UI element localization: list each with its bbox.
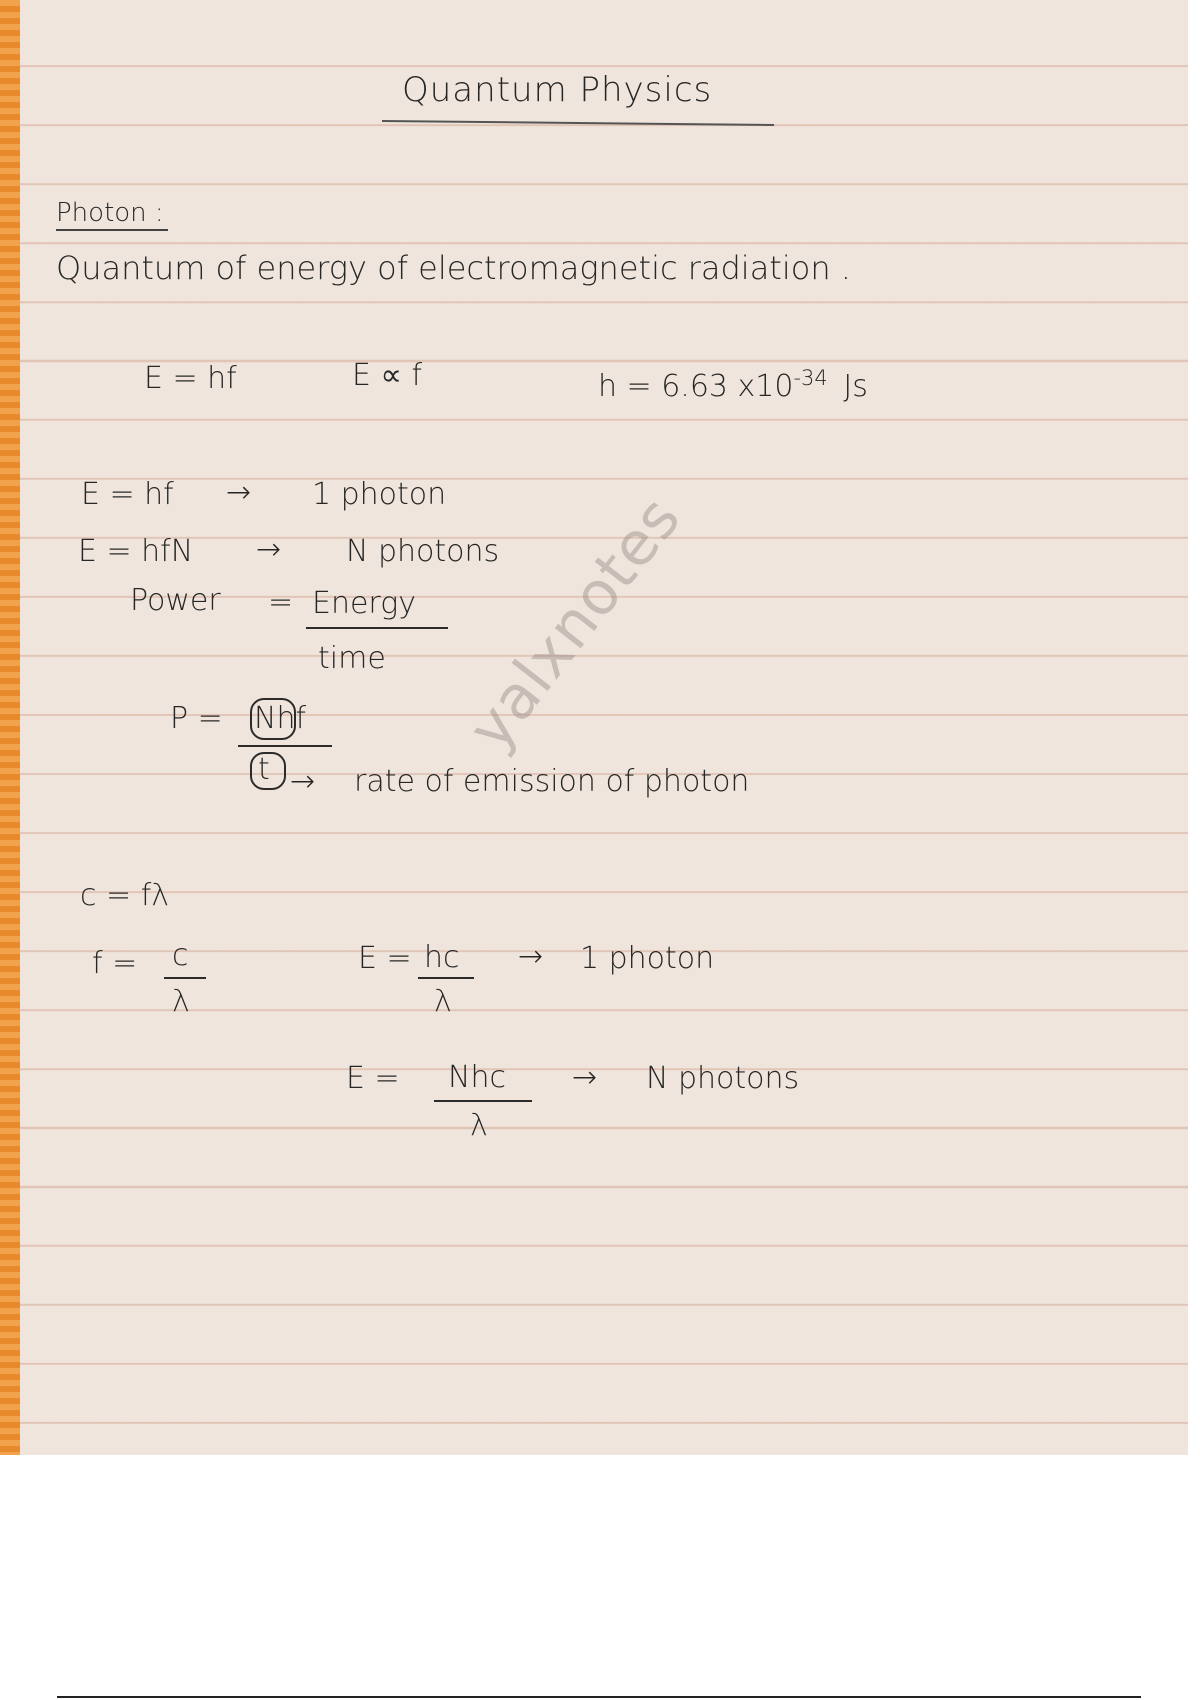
watermark: yalxnotes	[455, 483, 695, 764]
p-formula-lhs: P =	[170, 701, 223, 736]
arrow-icon: →	[518, 939, 544, 974]
energy-one-lhs: E =	[358, 941, 412, 976]
heading-underline	[56, 229, 168, 231]
energy-n-denominator: λ	[470, 1108, 488, 1143]
section-heading: Photon :	[56, 198, 164, 228]
energy-n-label: N photons	[646, 1061, 800, 1096]
power-numerator: Energy	[312, 586, 416, 621]
arrow-icon: →	[572, 1060, 598, 1095]
energy-n-numerator: Nhc	[448, 1060, 506, 1095]
fraction-bar	[434, 1100, 532, 1102]
power-denominator: time	[318, 641, 386, 676]
fraction-bar	[306, 627, 448, 629]
photon-definition: Quantum of energy of electromagnetic radiation .	[56, 249, 851, 287]
arrow-icon: →	[256, 532, 282, 567]
fraction-bar	[418, 977, 474, 979]
p-formula-denominator: t	[258, 752, 270, 787]
page-margin-border	[0, 0, 20, 1455]
energy-one-denominator: λ	[434, 984, 452, 1019]
energy-one-label: 1 photon	[580, 941, 715, 976]
equation-proportional: E ∝ f	[352, 358, 423, 393]
power-label: Power	[130, 583, 221, 618]
fraction-bar	[238, 745, 332, 747]
single-photon-label: 1 photon	[312, 477, 447, 512]
frequency-numerator: c	[172, 938, 189, 973]
n-photons-label: N photons	[346, 534, 500, 569]
page-title: Quantum Physics	[402, 70, 713, 110]
single-photon-energy: E = hf	[81, 477, 174, 512]
fraction-bar	[164, 977, 206, 979]
title-underline	[382, 120, 774, 126]
planck-constant: h = 6.63 $x10^{-34}$ Js	[598, 366, 868, 404]
frequency-denominator: λ	[172, 984, 190, 1019]
arrow-icon: →	[290, 764, 316, 799]
footer-rule	[57, 1696, 1141, 1698]
p-formula-numerator: Nhf	[254, 701, 307, 736]
rate-of-emission-note: rate of emission of photon	[354, 764, 750, 799]
wave-equation: c = fλ	[80, 878, 170, 913]
energy-one-numerator: hc	[424, 940, 460, 975]
equals-sign: =	[268, 585, 294, 620]
arrow-icon: →	[226, 475, 252, 510]
n-photon-energy: E = hfN	[78, 534, 194, 569]
energy-n-lhs: E =	[346, 1061, 400, 1096]
equation-e-hf: E = hf	[144, 361, 237, 396]
frequency-lhs: f =	[92, 946, 138, 981]
